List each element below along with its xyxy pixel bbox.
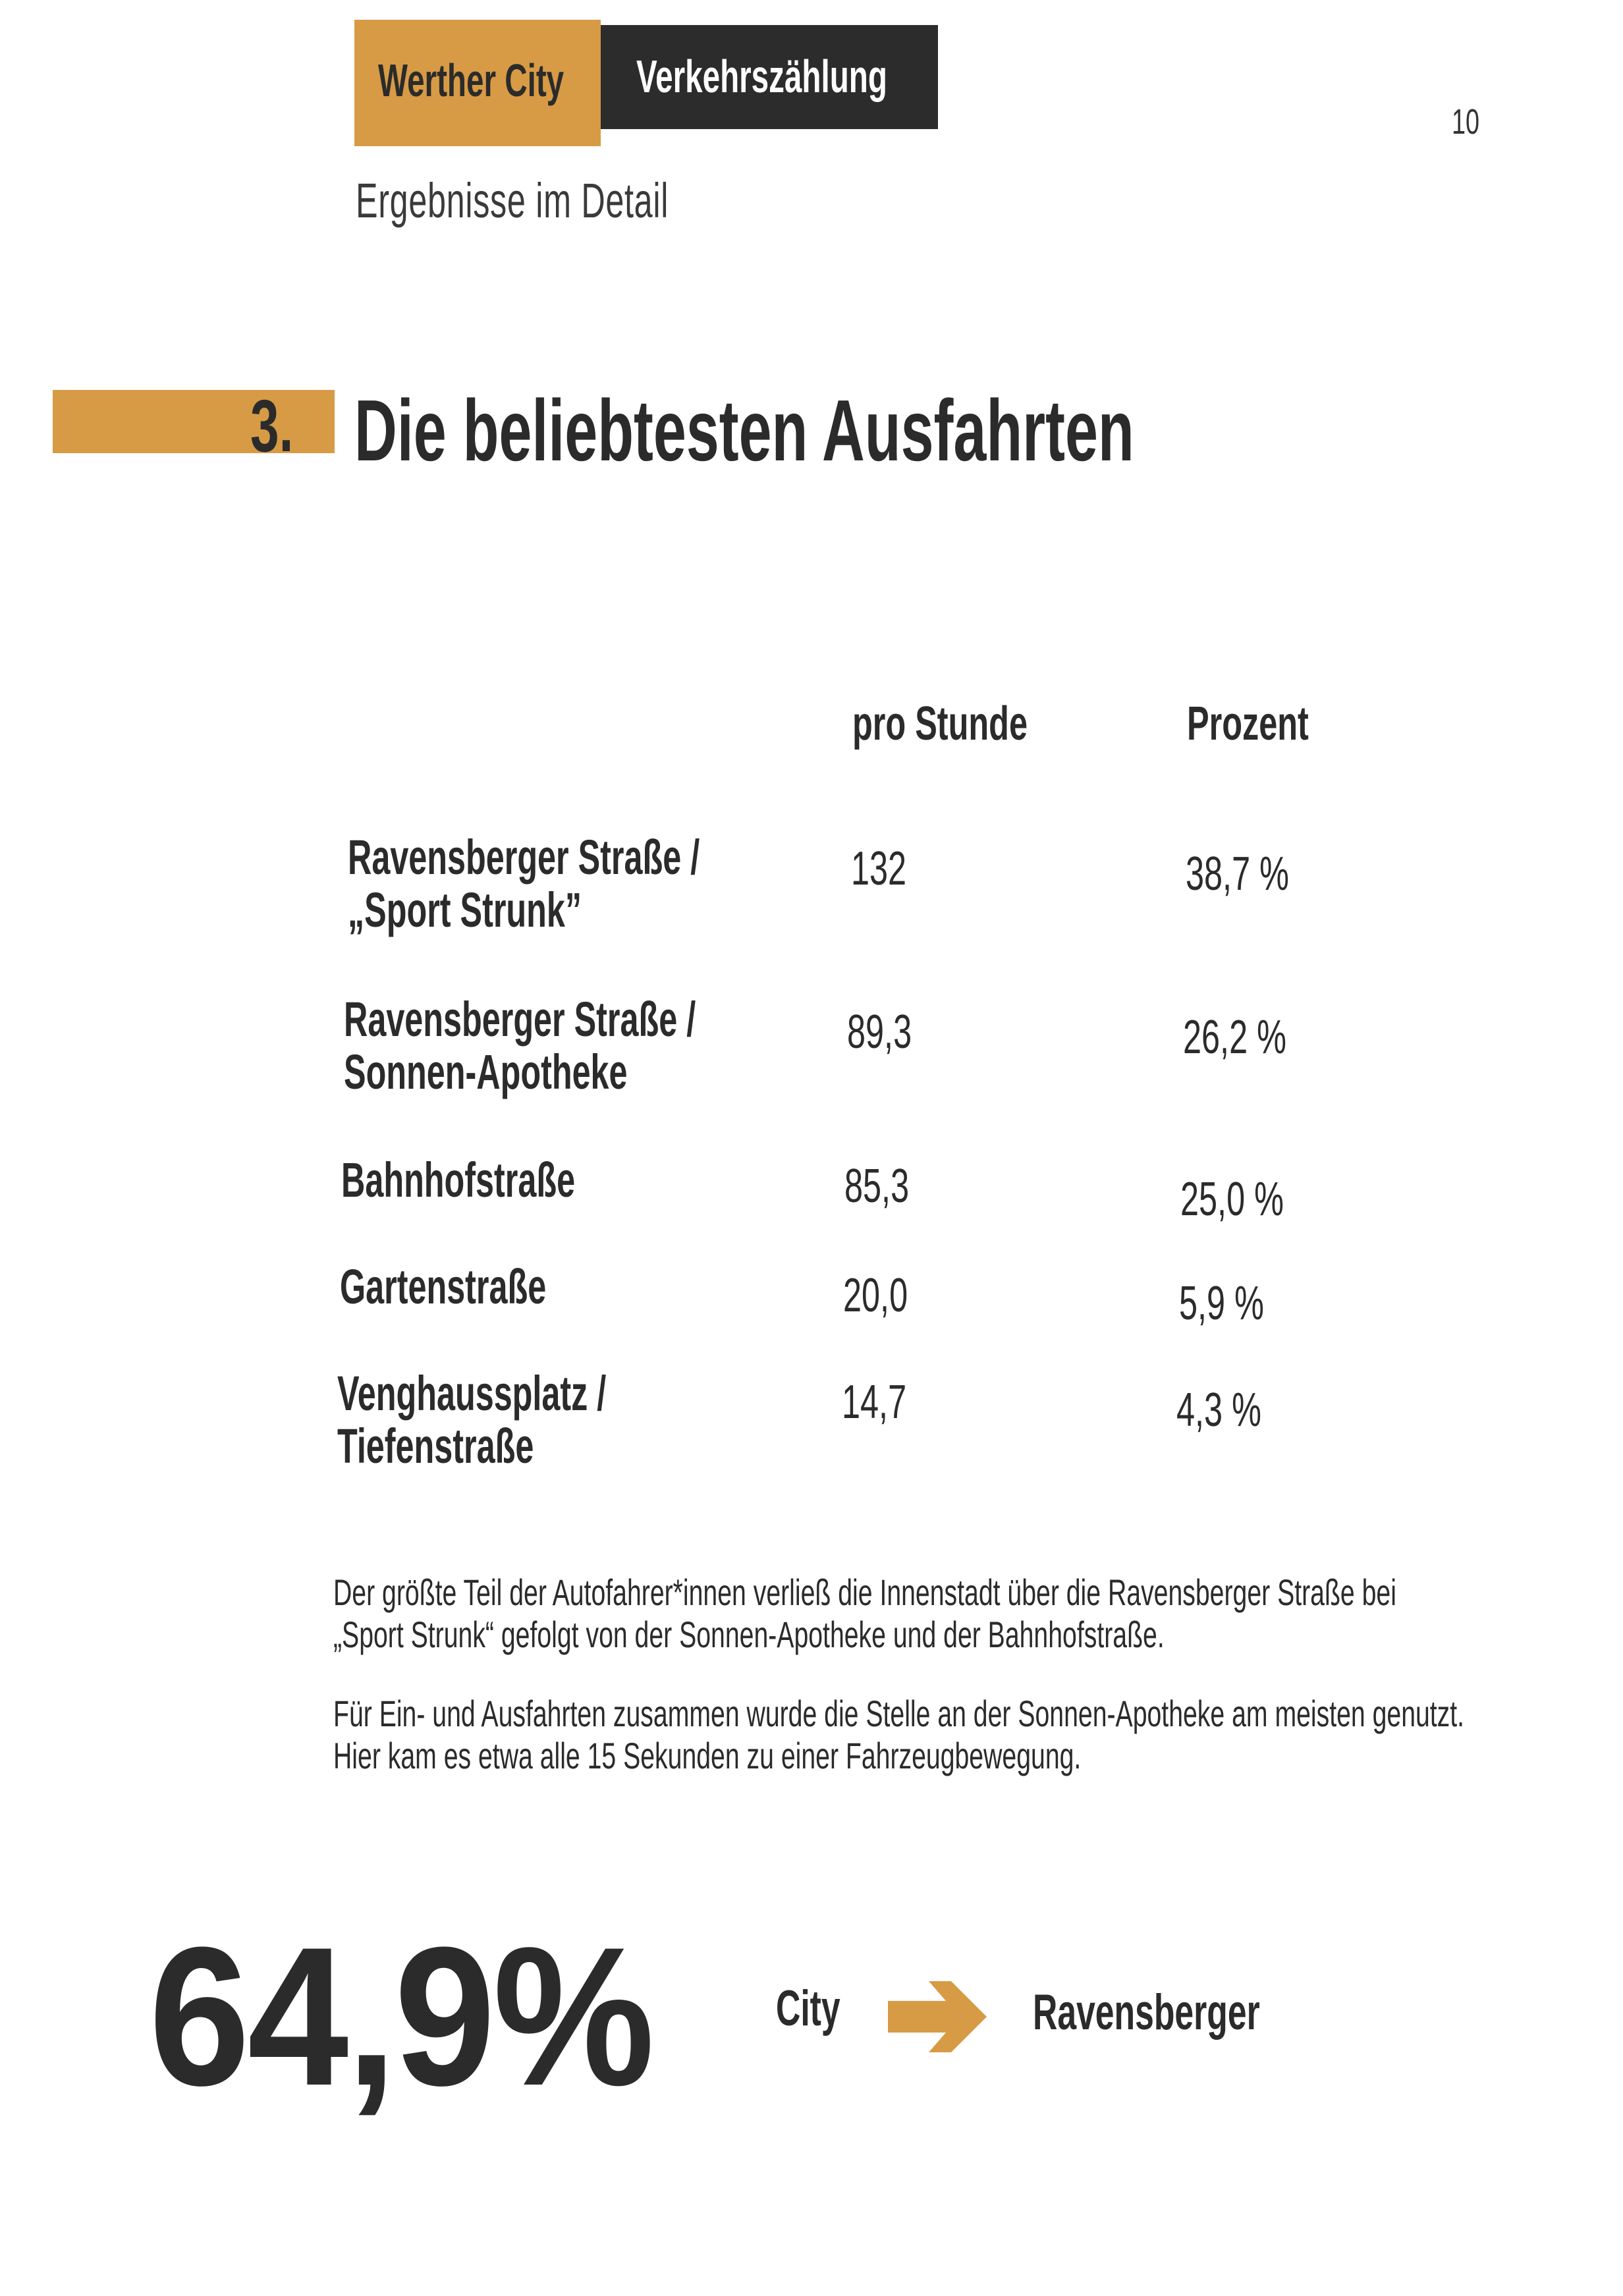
table-row-label [344,993,696,1099]
row-percent: 38,7 % [1186,848,1289,900]
section-number: 3. [250,385,294,467]
paragraph-combined [333,1693,1486,1777]
row-label-line1: Bahnhofstraße [341,1153,576,1207]
table-row-label [341,1154,575,1207]
table-row-label [348,831,700,937]
row-per-hour: 85,3 [844,1160,910,1213]
header-tag-city-label: Werther City [378,55,564,106]
arrow-right-icon [883,1960,995,2072]
page-subtitle: Ergebnisse im Detail [356,173,669,228]
row-percent: 25,0 % [1180,1173,1284,1226]
row-label-line2: Sonnen-Apotheke [344,1045,628,1099]
row-percent: 26,2 % [1183,1011,1286,1064]
paragraph-line: Der größte Teil der Autofahrer*innen verließ die Innenstadt über die Ravensberger Straße bei [333,1572,1396,1613]
row-label-line1: Ravensberger Straße / [344,992,696,1047]
header-tag-city [354,20,601,146]
stat-to-label: Ravensberger [1033,1984,1260,2040]
header-tag-topic-label: Verkehrszählung [636,51,887,102]
page-number: 10 [1452,102,1480,142]
paragraph-line: Hier kam es etwa alle 15 Sekunden zu einer Fahrzeugbewegung. [333,1735,1082,1776]
row-per-hour: 89,3 [847,1006,912,1058]
row-label-line1: Ravensberger Straße / [348,830,700,885]
table-row-label [337,1367,606,1473]
stat-from-label: City [776,1981,840,2036]
big-stat-value: 64,9% [149,1905,653,2127]
section-title: Die beliebtesten Ausfahrten [354,382,1134,479]
paragraph-line: „Sport Strunk“ gefolgt von der Sonnen-Apotheke und der Bahnhofstraße. [333,1614,1165,1655]
table-row-label [340,1261,546,1313]
row-label-line1: Gartenstraße [340,1259,547,1314]
row-per-hour: 20,0 [843,1269,908,1322]
column-header-percent: Prozent [1187,697,1309,750]
row-label-line1: Venghaussplatz / [337,1366,607,1421]
row-label-line2: „Sport Strunk” [348,883,582,937]
column-header-per-hour: pro Stunde [852,697,1028,750]
row-per-hour: 132 [851,842,907,895]
header-tag-topic [601,25,938,129]
paragraph-line: Für Ein- und Ausfahrten zusammen wurde die Stelle an der Sonnen-Apotheke am meisten genutzt. [333,1693,1465,1734]
row-label-line2: Tiefenstraße [337,1419,534,1473]
row-percent: 4,3 % [1176,1384,1261,1436]
paragraph-exits [333,1572,1486,1656]
row-percent: 5,9 % [1179,1277,1264,1330]
row-per-hour: 14,7 [842,1376,907,1429]
